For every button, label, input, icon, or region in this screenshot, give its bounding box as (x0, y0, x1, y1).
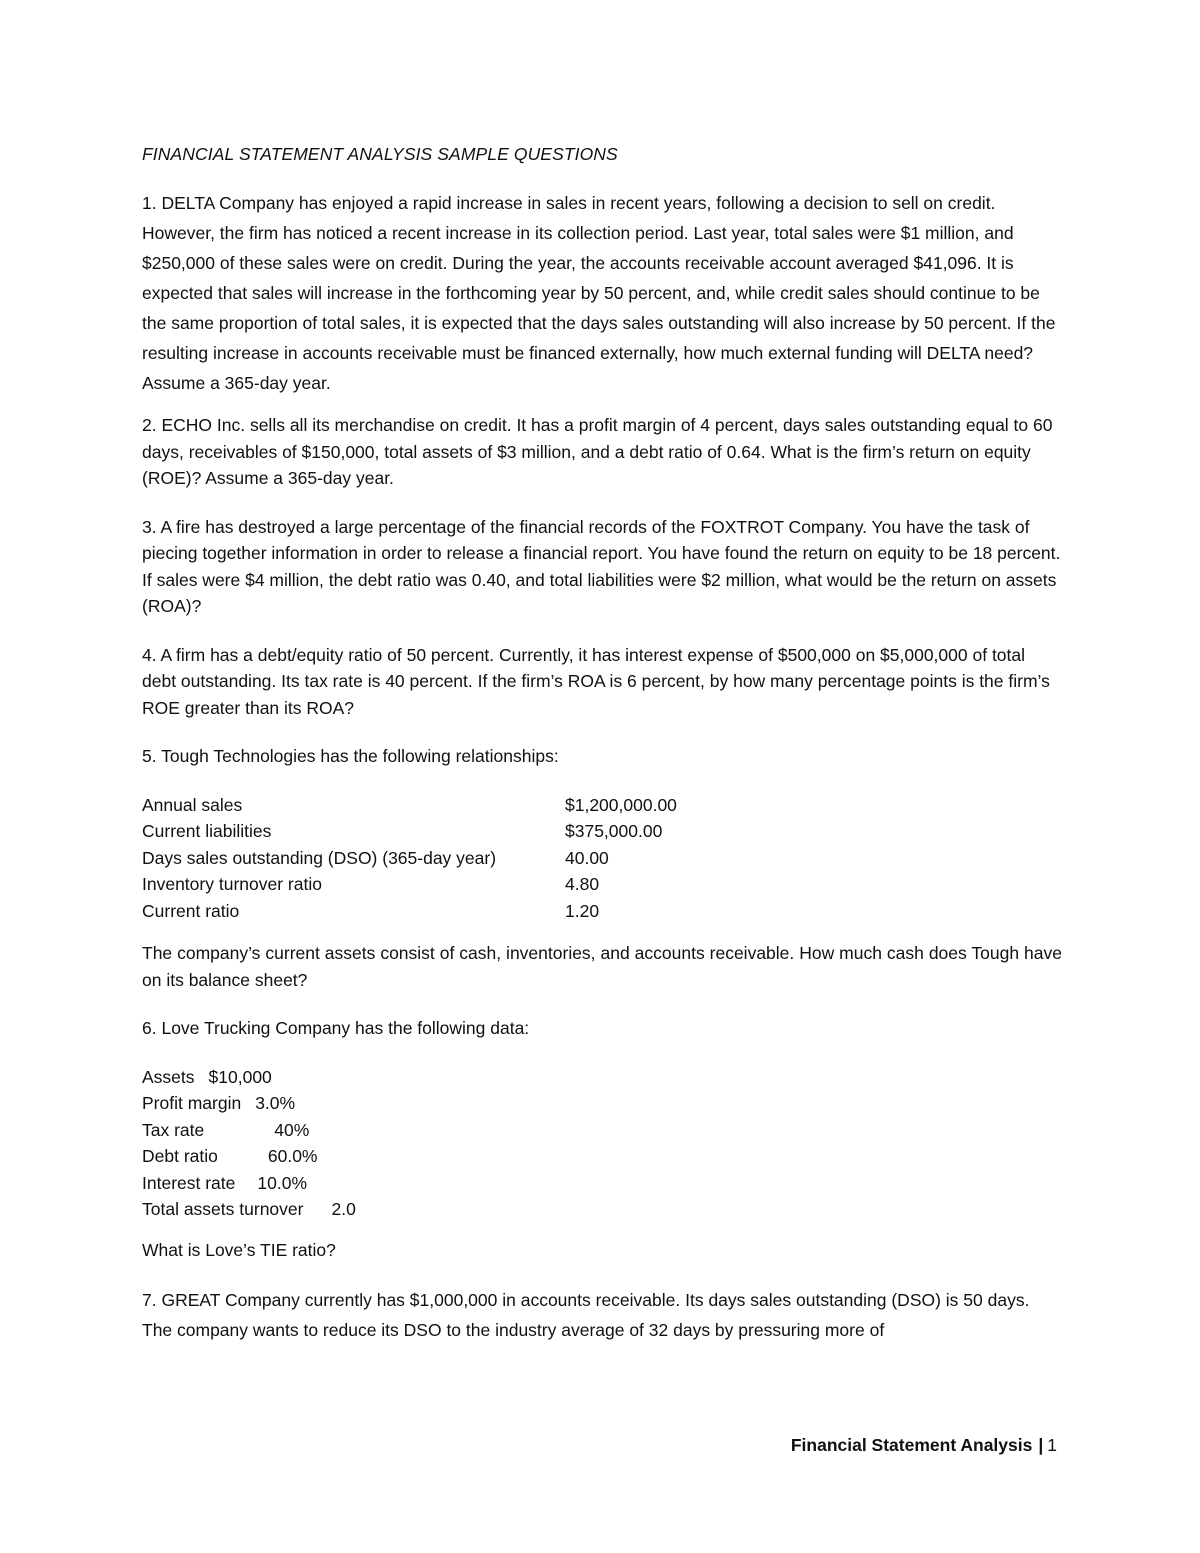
row-value: 2.0 (331, 1199, 356, 1219)
document-page (142, 140, 1062, 1359)
document-title: FINANCIAL STATEMENT ANALYSIS SAMPLE QUESTIONS (142, 144, 618, 164)
table-row (142, 792, 1062, 819)
question-3: 3. A fire has destroyed a large percentage of the financial records of the FOXTROT Company. You have the task of piecing together information in order to release a financial report. You have found the return on equity to be 18 percent. If sales were $4 million, the debt ratio was 0.40, and total liabilities were $2 million, what would be the return on assets (ROA)? (142, 516, 1061, 616)
question-5-question: The company’s current assets consist of cash, inventories, and accounts receivable. How much cash does Tough have on its balance sheet? (142, 943, 1062, 990)
table-row (142, 845, 1062, 872)
row-label: Profit margin (142, 1093, 242, 1113)
question-7: 7. GREAT Company currently has $1,000,000 in accounts receivable. Its days sales outstanding (DSO) is 50 days. The company wants to reduce its DSO to the industry average of 32 days by pressuring more of (142, 1290, 1030, 1340)
question-6-data (142, 1064, 1062, 1223)
data-row (142, 1196, 1062, 1223)
row-value: 3.0% (255, 1093, 296, 1113)
row-label: Assets (142, 1066, 195, 1087)
row-label: Debt ratio (142, 1146, 218, 1166)
row-value: 60.0% (267, 1146, 318, 1166)
row-value: 40% (274, 1119, 310, 1140)
footer-title: Financial Statement Analysis (790, 1435, 1033, 1455)
row-value: 1.20 (565, 900, 600, 921)
row-label: Current liabilities (142, 821, 272, 841)
table-row (142, 818, 1062, 845)
page-footer (791, 1432, 1057, 1458)
data-row (142, 1117, 1062, 1144)
data-row (142, 1064, 1062, 1091)
data-row (142, 1170, 1062, 1197)
table-row (142, 871, 1062, 898)
row-label: Annual sales (142, 794, 243, 815)
question-5-table (142, 792, 1062, 925)
row-label: Interest rate (142, 1172, 236, 1193)
footer-separator: | (1038, 1435, 1044, 1455)
row-label: Days sales outstanding (DSO) (365-day year) (142, 847, 497, 868)
page-number: 1 (1047, 1435, 1057, 1455)
row-label: Inventory turnover ratio (142, 874, 322, 894)
row-value: $375,000.00 (565, 821, 663, 841)
question-6-intro: 6. Love Trucking Company has the following data: (142, 1018, 530, 1038)
row-value: $1,200,000.00 (565, 794, 677, 815)
row-value: $10,000 (208, 1066, 272, 1087)
row-label: Tax rate (142, 1119, 205, 1140)
question-1: 1. DELTA Company has enjoyed a rapid increase in sales in recent years, following a decision to sell on credit. However, the firm has noticed a recent increase in its collection period. Last year, total sales were $1 million, and $250,000 of these sales were on credit. During the year, the accounts receivable account averaged $41,096. It is expected that sales will increase in the forthcoming year by 50 percent, and, while credit sales should continue to be the same proportion of total sales, it is expected that the days sales outstanding will also increase by 50 percent. If the resulting increase in accounts receivable must be financed externally, how much external funding will DELTA need? Assume a 365-day year. (142, 193, 1056, 393)
row-value: 4.80 (565, 874, 600, 894)
question-5-intro: 5. Tough Technologies has the following relationships: (142, 746, 559, 766)
question-2: 2. ECHO Inc. sells all its merchandise on credit. It has a profit margin of 4 percent, days sales outstanding equal to 60 days, receivables of $150,000, total assets of $3 million, and a debt ratio of 0.64. What is the firm’s return on equity (ROE)? Assume a 365-day year. (142, 415, 1053, 488)
row-label: Total assets turnover (142, 1199, 304, 1219)
table-row (142, 898, 1062, 925)
row-value: 10.0% (257, 1172, 308, 1193)
data-row (142, 1143, 1062, 1170)
question-6-question: What is Love’s TIE ratio? (142, 1239, 336, 1260)
row-label: Current ratio (142, 900, 240, 921)
question-4: 4. A firm has a debt/equity ratio of 50 percent. Currently, it has interest expense of $500,000 on $5,000,000 of total debt outstanding. Its tax rate is 40 percent. If the firm’s ROA is 6 percent, by how many percentage points is the firm’s ROE greater than its ROA? (142, 644, 1050, 718)
data-row (142, 1090, 1062, 1117)
row-value: 40.00 (565, 847, 609, 868)
